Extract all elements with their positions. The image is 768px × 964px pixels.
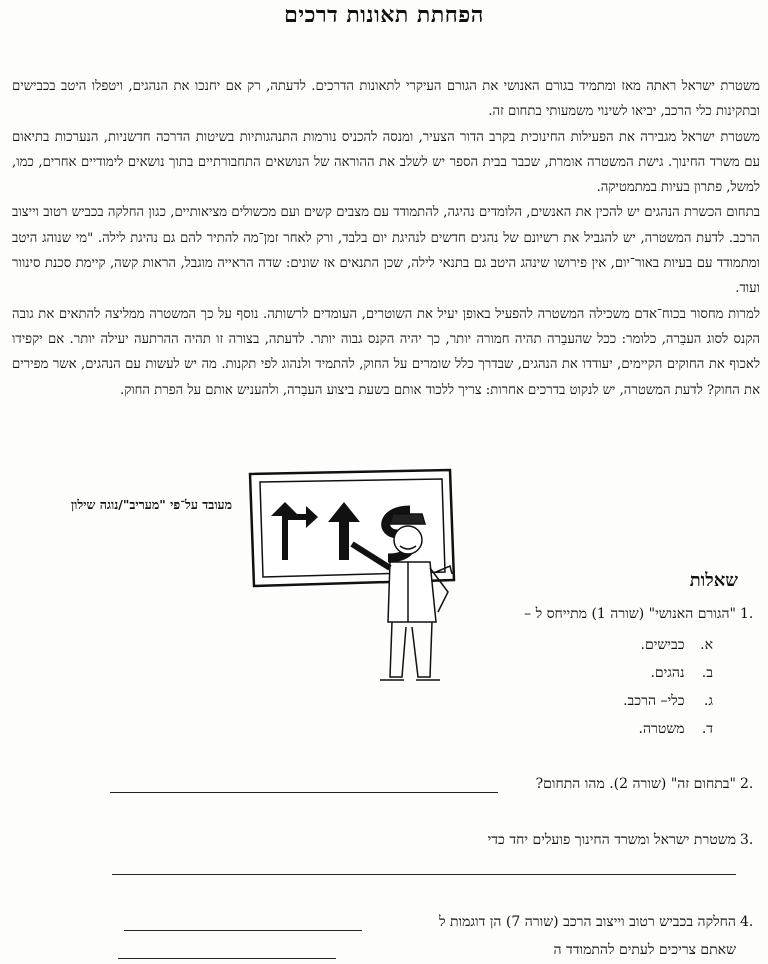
option-letter: ג. [703,693,713,709]
article-paragraph: משטרת ישראל מגבירה את הפעילות החינוכית בקרב הדור הצעיר, ומנסה להכניס נורמות התנהגותיות בשיטות הדרכה חדשניות, הנערכות בתיאום עם משרד החינוך. גישת המשטרה אומרת, שכבר בבית הספר יש לשלב את ההוראה של הנושאים התחבורתיים בתוך נושאים לימודיים אחרים, כמו, למשל, פתרון בעיות במתמטיקה. [12,129,760,196]
question-text: החלקה בכביש רטוב וייצוב הרכב (שורה 7) הן דוגמות ל [439,914,736,930]
option-letter: א. [700,637,713,653]
question-text: "בתחום זה" (שורה 2). מהו התחום? [535,776,736,792]
page-title: הפחתת תאונות דרכים [284,2,484,28]
article-paragraph: למרות מחסור בכוח־אדם משכילה המשטרה להפעיל באופן יעיל את השוטרים, העומדים לרשותה. נוסף על כך המשטרה ממליצה להתאים את גובה הקנס לסוג העבֵרה, כלומר: ככל שהעבֵרה תהיה חמורה יותר, כך יהיה הקנס גבוה יותר. לדעתה, בצורה זו תהיה ההרתעה יעילה יותר. אם יקפידו לאכוף את החוקים הקיימים, יעודדו את הנהגים, שבדרך כלל שומרים על החוק, להתמיד ולנהוג לפי תקנות. מה יש לעשות עם הנהגים, אשר מפירים את החוק? לדעת המשטרה, יש לנקוט בדרכים אחרות: צריך ללכוד אותם בשעת ביצוע העבֵרה, ולהעניש אותם על הפרת החוק. [12,306,760,398]
question-number: 3. [740,832,754,848]
option-c[interactable] [623,693,713,710]
questions-heading: שאלות [689,570,738,591]
option-letter: ב. [701,665,713,681]
option-text: כבישים. [640,637,685,653]
answer-line-3[interactable] [112,874,736,875]
policeman-pointing-at-road-sign-icon [240,462,530,692]
article-text [12,74,760,403]
question-number: 1. [740,606,754,622]
option-d[interactable] [639,721,714,738]
option-text: כלי– הרכב. [623,693,685,709]
source-credit: מעובד על־פי "מעריב"/נוגה שילון [70,497,232,512]
option-a[interactable] [641,637,713,654]
answer-line-4a[interactable] [124,930,362,931]
answer-line-2[interactable] [110,792,498,793]
question-number: 2. [740,776,754,792]
option-text: משטרה. [638,721,685,737]
article-paragraph: בתחום הכשרת הנהגים יש להכין את האנשים, הלומדים נהיגה, להתמודד עם מצבים קשים ועם מכשולים מציאותיים, כגון החלקה בכביש רטוב וייצוב הרכב. לדעת המשטרה, יש להגביל את רשיונם של נהגים חדשים לנהיגת יום בלבד, ורק לאחר זמן־מה להתיר להם גם נהיגת לילה. "מי שנוהג היטב ומתמודד עם בעיות באור־יום, אין פירושו שינהג היטב גם בתנאי לילה, שכן התנאים אז שונים: שדה הראייה מוגבל, הראות קשה, קיימת סכנת סינוור ועוד. [12,205,760,297]
option-letter: ד. [701,721,713,737]
question-text: משטרת ישראל ומשרד החינוך פועלים יחד כדי [487,832,736,848]
article-paragraph: משטרת ישראל ראתה מאז ומתמיד בגורם האנושי את הגורם העיקרי לתאונות הדרכים. לדעתה, רק אם יחנכו את הנהגים, ויטפלו היטב בכבישים ובתקינות כלי הרכב, יביאו לשינוי משמעותי בתחום זה. [12,79,760,120]
option-text: נהגים. [650,665,685,681]
question-number: 4. [740,914,754,930]
question-text: שאתם צריכים לעתים להתמודד ה [553,942,736,958]
question-text: "הגורם האנושי" (שורה 1) מתייחס ל – [524,606,736,622]
option-b[interactable] [650,665,713,682]
answer-line-4b[interactable] [118,958,336,959]
